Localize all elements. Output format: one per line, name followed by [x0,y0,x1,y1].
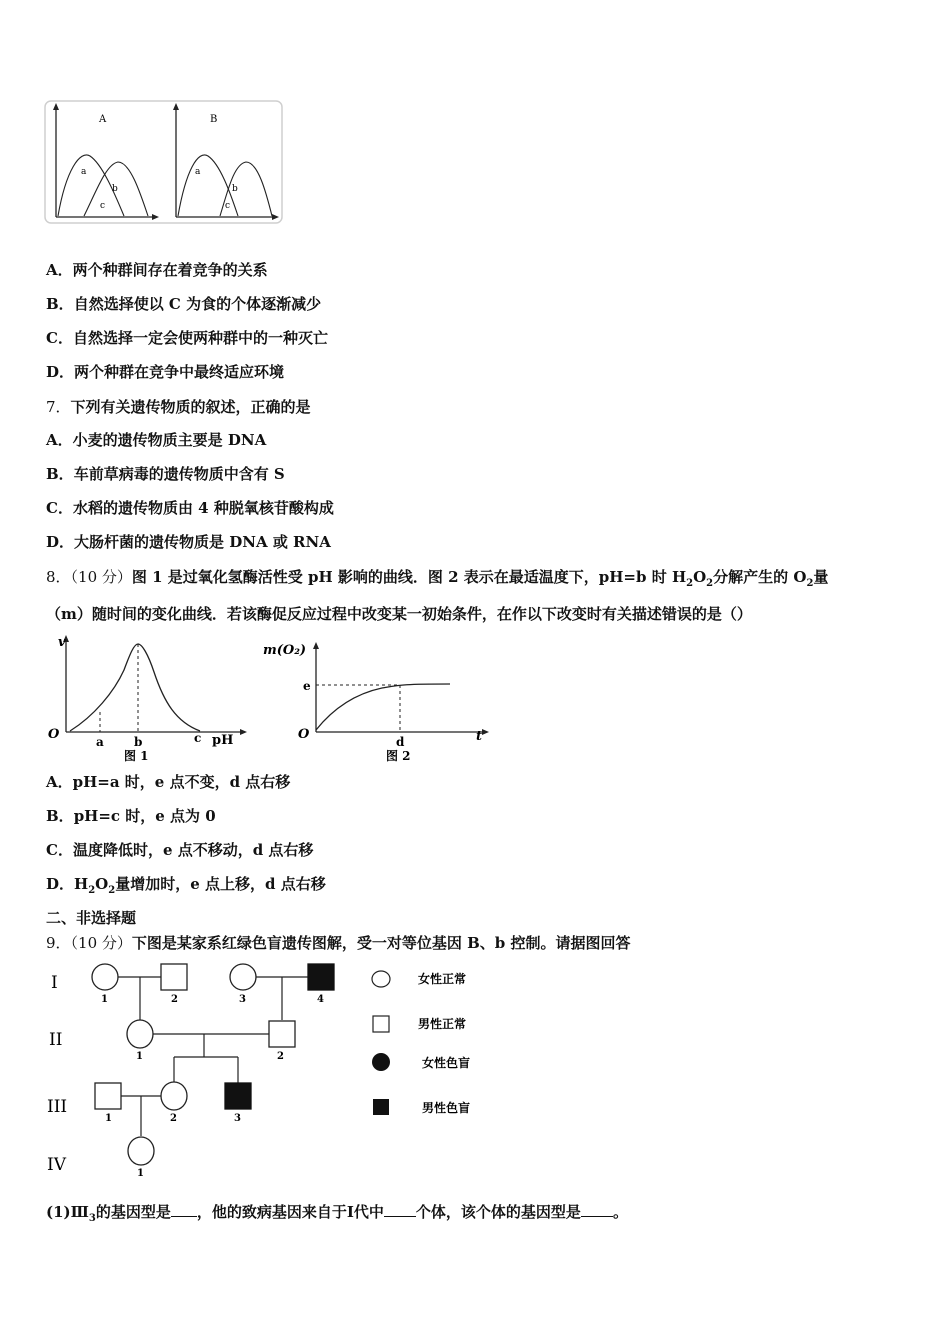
q8-option-a: A．pH=a 时，e 点不变，d 点右移 [46,773,291,791]
person-iv1 [128,1137,154,1165]
fig2-caption: 图 2 [386,749,411,763]
curve-a-label: a [81,167,87,177]
q8-stem-line2: （m）随时间的变化曲线．若该酶促反应过程中改变某一初始条件，在作以下改变时有关描述错误的是（） [46,605,752,623]
answer-blank-1[interactable] [171,1202,197,1217]
fig1-origin: O [48,727,60,742]
person-i4 [308,964,334,990]
q8-figure-2 [262,632,492,764]
answer-blank-2[interactable] [384,1202,416,1217]
q9-stem: 9．（10 分）下图是某家系红绿色盲遗传图解，受一对等位基因 B、b 控制。请据图回答 [46,934,631,952]
panel-b-label: B [210,114,218,125]
fig1-tick-c: c [194,731,202,745]
legend-male-colorblind-icon [373,1099,389,1115]
label-iii2: 2 [170,1113,177,1124]
curve-c-label: c [100,201,106,211]
label-ii2: 2 [277,1051,284,1062]
legend-male-normal-icon [373,1016,389,1032]
curve-b-label-b: b [232,184,238,194]
fig2-x-label: t [476,729,483,744]
legend-female-normal: 女性正常 [418,972,467,986]
legend-female-colorblind: 女性色盲 [422,1056,471,1070]
legend-female-normal-icon [372,971,390,987]
person-ii1 [127,1020,153,1048]
fig2-level-e: e [303,679,311,693]
person-i2 [161,964,187,990]
q8-option-d: D．$H_2O_2$量增加时，e 点上移，d 点右移 [46,875,326,896]
fig1-tick-a: a [96,735,104,749]
person-ii2 [269,1021,295,1047]
gen-label-i: I [51,973,58,993]
q8-stem-line1: 8．（10 分）图 1 是过氧化氢酶活性受 pH 影响的曲线．图 2 表示在最适温度下，pH=b 时 $H_2O_2$分解产生的 $O_2$量 [46,568,829,589]
fig1-caption: 图 1 [124,749,149,763]
label-i4: 4 [317,994,324,1005]
q7-option-d: D．大肠杆菌的遗传物质是 DNA 或 RNA [46,533,331,551]
gen-label-iii: III [47,1097,68,1117]
gen-label-ii: II [49,1030,63,1050]
fig1-y-label: v [58,635,66,650]
q7-option-a: A．小麦的遗传物质主要是 DNA [46,431,267,449]
person-iii3 [225,1083,251,1109]
person-iii1 [95,1083,121,1109]
answer-blank-3[interactable] [581,1202,613,1217]
label-iii3: 3 [234,1113,241,1124]
curve-a-label-b: a [195,167,201,177]
person-i1 [92,964,118,990]
q6-option-d: D．两个种群在竞争中最终适应环境 [46,363,285,381]
label-i1: 1 [101,994,108,1005]
legend-male-colorblind: 男性色盲 [422,1101,471,1115]
q6-option-b: B．自然选择使以 C 为食的个体逐渐减少 [46,295,322,313]
gen-label-iv: IV [47,1155,66,1175]
curve-c-label-b: c [225,201,231,211]
fig1-tick-b: b [134,735,143,749]
q8-option-b: B．pH=c 时，e 点为 0 [46,807,216,825]
legend-female-colorblind-icon [372,1053,390,1071]
q9-sub-question-1: $(1)Ⅲ_3$的基因型是 ，他的致病基因来自于Ⅰ代中 个体，该个体的基因型是 。 [46,1203,628,1224]
q7-option-b: B．车前草病毒的遗传物质中含有 S [46,465,285,483]
panel-a-label: A [99,114,107,125]
person-i3 [230,964,256,990]
fig2-tick-d: d [396,735,405,749]
label-i3: 3 [239,994,246,1005]
fig2-y-label: m(O₂) [263,643,307,658]
curve-b-label: b [112,184,118,194]
q7-stem: 7．下列有关遗传物质的叙述，正确的是 [46,398,311,416]
label-iii1: 1 [105,1113,112,1124]
section-heading: 二、非选择题 [46,909,137,927]
fig2-origin: O [298,727,310,742]
fig1-x-label: pH [212,733,234,748]
q7-option-c: C．水稻的遗传物质由 4 种脱氧核苷酸构成 [46,499,334,517]
legend-male-normal: 男性正常 [418,1017,467,1031]
q6-option-a: A．两个种群间存在着竞争的关系 [46,261,268,279]
q6-option-c: C．自然选择一定会使两种群中的一种灭亡 [46,329,328,347]
person-iii2 [161,1082,187,1110]
q8-option-c: C．温度降低时，e 点不移动，d 点右移 [46,841,314,859]
label-ii1: 1 [136,1051,143,1062]
label-i2: 2 [171,994,178,1005]
q8-figure-1 [44,632,254,764]
pedigree-chart [44,960,484,1182]
label-iv1: 1 [137,1168,144,1179]
q6-figure [44,100,284,225]
